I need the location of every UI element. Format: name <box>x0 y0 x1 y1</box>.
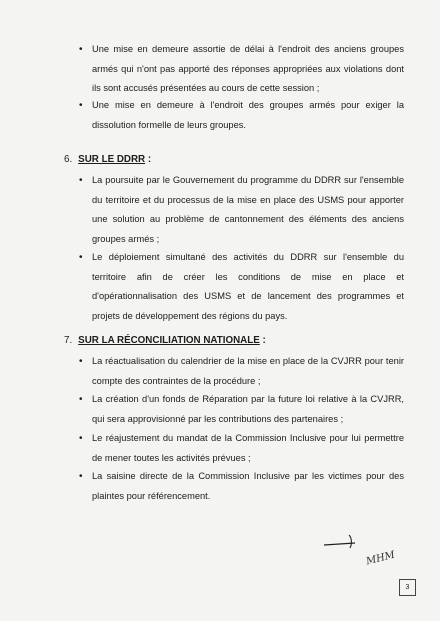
bullet-item: • La poursuite par le Gouvernement du programme du DDRR sur l'ensemble du territoire et du processus de la mise en place des USMS pour apporter une solution au problème de cantonnement des éléments des anciens groupes armés ; <box>92 171 404 249</box>
section-number: 6. <box>64 154 73 165</box>
bullet-item: • La réactualisation du calendrier de la mise en place de la CVJRR pour tenir compte des contraintes de la procédure ; <box>92 352 404 391</box>
bullet-item: • La création d'un fonds de Réparation par la future loi relative à la CVJRR, qui sera approvisionné par les contributions des partenaires ; <box>92 390 404 429</box>
bullet-item: • Le déploiement simultané des activités du DDRR sur l'ensemble du territoire afin de créer les conditions de mise en place et d'opérationnalisation des USMS et de lancement des programmes et projets de développement des régions du pays. <box>92 248 404 326</box>
bullet-item: • Le réajustement du mandat de la Commission Inclusive pour lui permettre de mener toutes les activités prévues ; <box>92 429 404 468</box>
handwritten-signature <box>322 532 362 550</box>
page-number: 3 <box>399 579 416 596</box>
section-title: SUR LE DDRR <box>78 154 146 165</box>
section-number: 7. <box>64 335 73 346</box>
handwritten-initials: MHM <box>365 549 397 568</box>
bullet-item: • La saisine directe de la Commission Inclusive par les victimes pour des plaintes pour référencement. <box>92 467 404 506</box>
section-title: SUR LA RÉCONCILIATION NATIONALE <box>78 335 260 346</box>
bullet-item: • Une mise en demeure à l'endroit des groupes armés pour exiger la dissolution formelle de leurs groupes. <box>92 96 404 135</box>
section-heading-reconciliation: 7. SUR LA RÉCONCILIATION NATIONALE : <box>64 335 266 346</box>
section-heading-ddrr: 6. SUR LE DDRR : <box>64 154 152 165</box>
bullet-item: • Une mise en demeure assortie de délai à l'endroit des anciens groupes armés qui n'ont pas apporté des réponses appropriées aux violations dont ils sont accusés présentées au cours de cette session ; <box>92 40 404 99</box>
